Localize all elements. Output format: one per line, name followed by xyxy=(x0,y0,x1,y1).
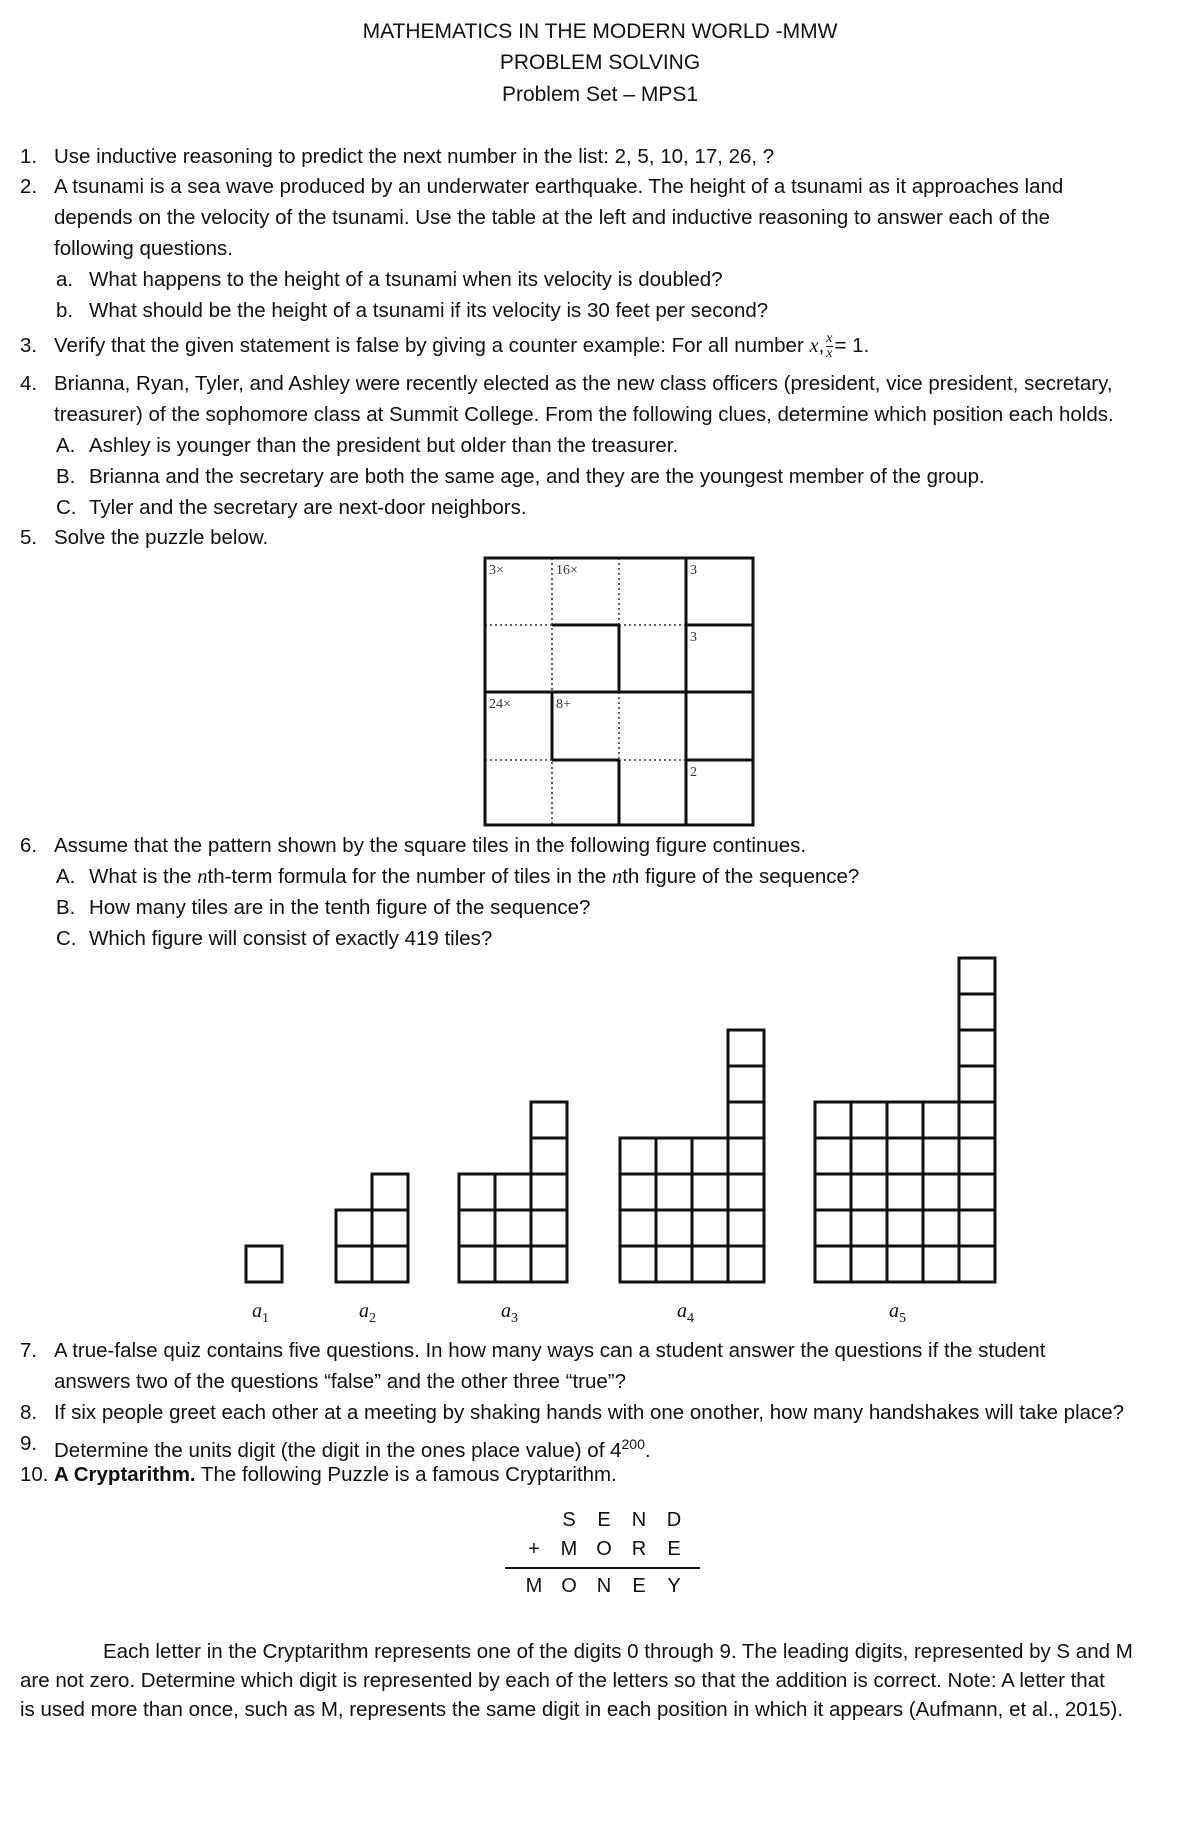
course-title: MATHEMATICS IN THE MODERN WORLD -MMW xyxy=(362,20,838,43)
tile xyxy=(728,1102,764,1138)
problem-10-text xyxy=(54,1460,617,1490)
cage-labels xyxy=(489,563,697,780)
letter: E xyxy=(667,1538,681,1560)
tile xyxy=(728,1246,764,1282)
tile xyxy=(959,1246,995,1282)
problem-9-statement: Determine the units digit (the digit in the ones place value) of xyxy=(54,1438,611,1462)
problem-6a-post: th figure of the sequence? xyxy=(622,865,860,888)
tile xyxy=(815,1138,851,1174)
tile xyxy=(959,1030,995,1066)
kenken-puzzle xyxy=(480,555,760,830)
letter: R xyxy=(631,1538,647,1560)
problem-5-text: Solve the puzzle below. xyxy=(54,526,269,549)
tile xyxy=(815,1210,851,1246)
problem-1-text: Use inductive reasoning to predict the next number in the list: 2, 5, 10, 17, 26, ? xyxy=(54,145,775,168)
problem-2-line-1: A tsunami is a sea wave produced by an underwater earthquake. The height of a tsunami as it approaches land xyxy=(54,175,1064,198)
figure-label-a3: $a_3$ xyxy=(501,1300,518,1326)
power-exponent: 200 xyxy=(621,1436,645,1452)
problem-2-number: 2. xyxy=(20,175,38,198)
problem-3-statement: Verify that the given statement is false by giving a counter example: For all number xyxy=(54,334,810,357)
tile xyxy=(459,1210,495,1246)
problem-10-number: 10. xyxy=(20,1463,49,1486)
clue-a-label: A. xyxy=(56,434,76,457)
cage-label: 3× xyxy=(489,563,504,578)
tile xyxy=(531,1138,567,1174)
tile xyxy=(923,1138,959,1174)
cage-label: 16× xyxy=(556,563,578,578)
letter: E xyxy=(597,1509,611,1531)
problem-5-number: 5. xyxy=(20,526,38,549)
tile xyxy=(620,1246,656,1282)
tile-pattern-figure xyxy=(0,955,1200,1335)
tile xyxy=(887,1102,923,1138)
tile xyxy=(656,1210,692,1246)
cryptarithm xyxy=(500,1505,710,1605)
tile xyxy=(851,1138,887,1174)
tile xyxy=(815,1246,851,1282)
problem-6a-var2: n xyxy=(611,866,623,888)
problem-set-title: Problem Set – MPS1 xyxy=(501,83,699,106)
tile xyxy=(887,1210,923,1246)
figure-labels xyxy=(252,1300,906,1326)
tile xyxy=(692,1138,728,1174)
clue-c-label: C. xyxy=(56,496,77,519)
clue-c-text: Tyler and the secretary are next-door neighbors. xyxy=(89,496,527,519)
tile xyxy=(531,1246,567,1282)
letter: M xyxy=(560,1538,578,1560)
problem-6a-pre: What is the xyxy=(89,865,198,888)
tile xyxy=(728,1210,764,1246)
cryptarithm-row-money xyxy=(500,1571,700,1601)
problem-6a-var: n xyxy=(197,866,208,888)
problem-3-fraction xyxy=(826,332,832,361)
problem-7-line-2: answers two of the questions “false” and the other three “true”? xyxy=(54,1370,627,1393)
problem-4-line-1: Brianna, Ryan, Tyler, and Ashley were recently elected as the new class officers (president, vice president, secretary, xyxy=(54,372,1113,395)
problem-6a-mid: th-term formula for the number of tiles in the xyxy=(207,865,612,888)
tile xyxy=(728,1174,764,1210)
letter: N xyxy=(596,1575,612,1597)
tile xyxy=(887,1138,923,1174)
fraction-numerator: x xyxy=(826,331,833,347)
cage-label: 3 xyxy=(690,630,697,645)
tile xyxy=(620,1138,656,1174)
letter: S xyxy=(562,1509,576,1531)
letter: O xyxy=(596,1538,612,1560)
tile xyxy=(923,1246,959,1282)
letter: O xyxy=(561,1575,577,1597)
problem-6a-label: A. xyxy=(56,865,76,888)
letter: E xyxy=(632,1575,646,1597)
tile xyxy=(887,1246,923,1282)
tile xyxy=(923,1102,959,1138)
tile xyxy=(620,1174,656,1210)
tile xyxy=(495,1246,531,1282)
tile xyxy=(959,1174,995,1210)
sum-line xyxy=(505,1567,700,1569)
tile xyxy=(728,1138,764,1174)
problem-9-number: 9. xyxy=(20,1432,38,1455)
tile xyxy=(923,1174,959,1210)
cage-label: 2 xyxy=(690,765,697,780)
problem-3-number: 3. xyxy=(20,334,38,357)
cryptarithm-paragraph-line-1: Each letter in the Cryptarithm represents one of the digits 0 through 9. The leading digits, represented by S and M xyxy=(103,1640,1133,1663)
problem-2b-text: What should be the height of a tsunami if its velocity is 30 feet per second? xyxy=(89,299,769,322)
letter: M xyxy=(525,1575,543,1597)
problem-6b-text: How many tiles are in the tenth figure of the sequence? xyxy=(89,896,591,919)
tile xyxy=(495,1174,531,1210)
problem-7-number: 7. xyxy=(20,1339,38,1362)
problem-4-number: 4. xyxy=(20,372,38,395)
section-title: PROBLEM SOLVING xyxy=(499,51,701,74)
cryptarithm-paragraph-line-2: are not zero. Determine which digit is represented by each of the letters so that the addition is correct. Note: A letter that xyxy=(20,1669,1105,1692)
tile xyxy=(692,1210,728,1246)
problem-2-line-3: following questions. xyxy=(54,237,233,260)
problem-8-text: If six people greet each other at a meeting by shaking hands with one onother, how many handshakes will take place? xyxy=(54,1401,1125,1424)
problem-2-line-2: depends on the velocity of the tsunami. Use the table at the left and inductive reasoning to answer each of the xyxy=(54,206,1051,229)
letter: D xyxy=(666,1509,682,1531)
tile xyxy=(620,1210,656,1246)
problem-4-line-2: treasurer) of the sophomore class at Summit College. From the following clues, determine which position each holds. xyxy=(54,403,1114,426)
tile xyxy=(656,1174,692,1210)
tile xyxy=(531,1102,567,1138)
tile xyxy=(815,1174,851,1210)
tile xyxy=(851,1174,887,1210)
problem-8-number: 8. xyxy=(20,1401,38,1424)
cryptarithm-row-more xyxy=(500,1534,700,1564)
tile xyxy=(336,1210,372,1246)
tile xyxy=(531,1174,567,1210)
tile xyxy=(959,1138,995,1174)
tile xyxy=(728,1066,764,1102)
problem-9-tail: . xyxy=(644,1438,651,1462)
figure-label-a5: $a_5$ xyxy=(889,1300,906,1326)
problem-1-number: 1. xyxy=(20,145,38,168)
tile xyxy=(372,1210,408,1246)
clue-a-text: Ashley is younger than the president but older than the treasurer. xyxy=(89,434,679,457)
tile xyxy=(959,1066,995,1102)
tile xyxy=(692,1174,728,1210)
tile xyxy=(959,1102,995,1138)
letter: Y xyxy=(667,1575,681,1597)
tile xyxy=(851,1102,887,1138)
cryptarithm-row-send xyxy=(500,1505,700,1535)
figure-label-a1: $a_1$ xyxy=(252,1300,269,1326)
problem-6c-label: C. xyxy=(56,927,77,950)
letter: N xyxy=(631,1509,647,1531)
tile xyxy=(372,1174,408,1210)
tile xyxy=(692,1246,728,1282)
problem-6-number: 6. xyxy=(20,834,38,857)
problem-6c-text: Which figure will consist of exactly 419 tiles? xyxy=(89,927,493,950)
problem-3-tail: = 1. xyxy=(834,334,870,357)
fraction-denominator: x xyxy=(826,346,833,362)
problem-10-heading: A Cryptarithm. xyxy=(54,1463,196,1486)
tile xyxy=(656,1246,692,1282)
tile xyxy=(459,1246,495,1282)
problem-3-variable: x xyxy=(809,335,819,357)
figure-label-a4: $a_4$ xyxy=(677,1300,694,1326)
problem-2b-label: b. xyxy=(56,299,74,322)
tile xyxy=(372,1246,408,1282)
problem-2a-text: What happens to the height of a tsunami when its velocity is doubled? xyxy=(89,268,723,291)
tile xyxy=(851,1246,887,1282)
tile xyxy=(959,1210,995,1246)
tile xyxy=(887,1174,923,1210)
tile xyxy=(815,1102,851,1138)
clue-b-text: Brianna and the secretary are both the same age, and they are the youngest member of the group. xyxy=(89,465,985,488)
tile xyxy=(495,1210,531,1246)
cage-label: 24× xyxy=(489,697,511,712)
tile xyxy=(959,994,995,1030)
problem-10-intro: The following Puzzle is a famous Cryptarithm. xyxy=(195,1463,617,1486)
problem-2a-label: a. xyxy=(56,268,74,291)
cage-label: 3 xyxy=(690,563,697,578)
clue-b-label: B. xyxy=(56,465,76,488)
plus-sign: + xyxy=(528,1538,540,1560)
figure-label-a2: $a_2$ xyxy=(359,1300,376,1326)
cage-label: 8+ xyxy=(556,697,571,712)
tile xyxy=(336,1246,372,1282)
tile xyxy=(246,1246,282,1282)
tile xyxy=(959,958,995,994)
tile xyxy=(923,1210,959,1246)
tile xyxy=(531,1210,567,1246)
tile-group xyxy=(246,958,995,1282)
tile xyxy=(728,1030,764,1066)
tile xyxy=(459,1174,495,1210)
problem-6-text: Assume that the pattern shown by the square tiles in the following figure continues. xyxy=(54,834,807,857)
tile xyxy=(656,1138,692,1174)
power-base: 4 xyxy=(610,1438,622,1462)
cryptarithm-paragraph-line-3: is used more than once, such as M, represents the same digit in each position in which it appears (Aufmann, et al., 2015). xyxy=(20,1698,1124,1721)
problem-3-text: Verify that the given statement is false by giving a counter example: For all number x, $\frac{x}{x}$ = 1. xyxy=(54,331,870,362)
problem-6b-label: B. xyxy=(56,896,76,919)
problem-6a-text xyxy=(89,862,859,892)
tile xyxy=(851,1210,887,1246)
problem-7-line-1: A true-false quiz contains five questions. In how many ways can a student answer the questions if the student xyxy=(54,1339,1046,1362)
